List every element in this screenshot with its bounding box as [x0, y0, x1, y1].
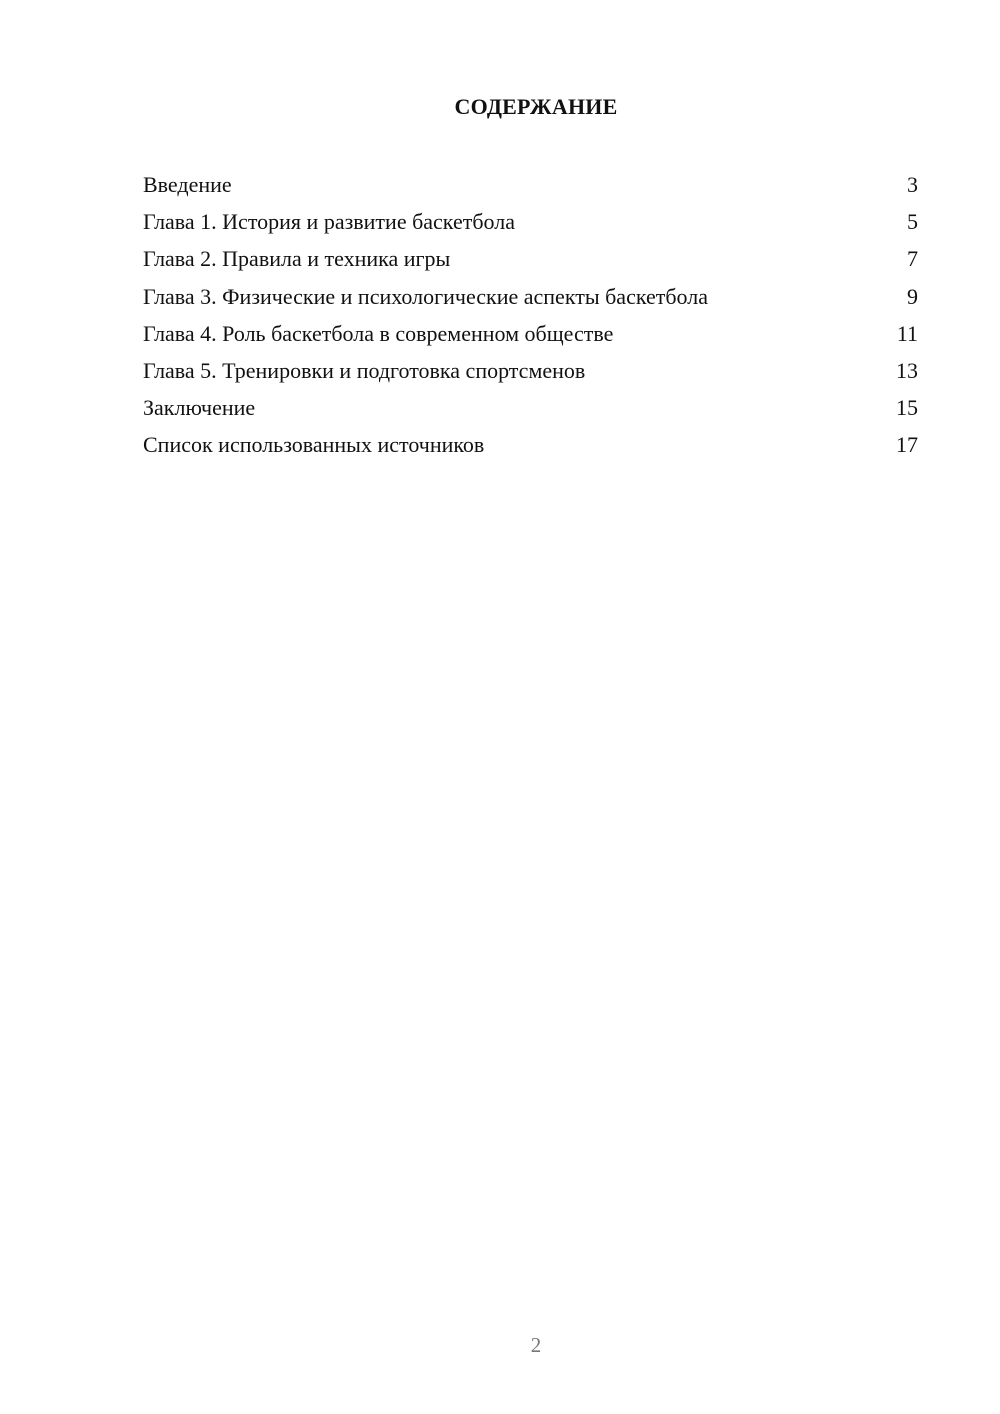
toc-entry-chapter-3 — [143, 282, 918, 319]
toc-entry-page: 15 — [896, 395, 918, 421]
toc-entry-page: 11 — [896, 320, 918, 346]
toc-entry-references — [143, 430, 918, 467]
toc-entry-conclusion — [143, 393, 918, 430]
page-number: 2 — [530, 1333, 542, 1357]
toc-entry-chapter-2 — [143, 244, 918, 281]
toc-entry-page: 5 — [907, 209, 918, 235]
toc-entry-introduction — [143, 170, 918, 207]
toc-entry-chapter-1 — [143, 207, 918, 244]
toc-entry-label: Введение — [143, 172, 232, 197]
toc-entry-chapter-5 — [143, 356, 918, 393]
toc-entry-page: 13 — [896, 357, 918, 383]
toc-entry-page: 9 — [907, 283, 918, 309]
toc-entry-page: 3 — [907, 172, 918, 197]
toc-entry-page: 7 — [907, 246, 918, 272]
toc-entry-label: Глава 1. История и развитие баскетбола — [143, 209, 515, 235]
toc-entry-label: Глава 2. Правила и техника игры — [143, 246, 451, 272]
toc-entry-label: Список использованных источников — [143, 432, 485, 458]
toc-entry-label: Глава 4. Роль баскетбола в современном обществе — [143, 320, 614, 346]
toc-entry-chapter-4 — [143, 319, 918, 356]
toc-entry-page: 17 — [896, 432, 918, 458]
toc-entry-label: Заключение — [143, 395, 256, 421]
toc-entry-label: Глава 5. Тренировки и подготовка спортсменов — [143, 357, 586, 383]
table-of-contents — [143, 170, 918, 468]
toc-entry-label: Глава 3. Физические и психологические аспекты баскетбола — [143, 283, 709, 309]
page-title: СОДЕРЖАНИЕ — [454, 94, 618, 119]
